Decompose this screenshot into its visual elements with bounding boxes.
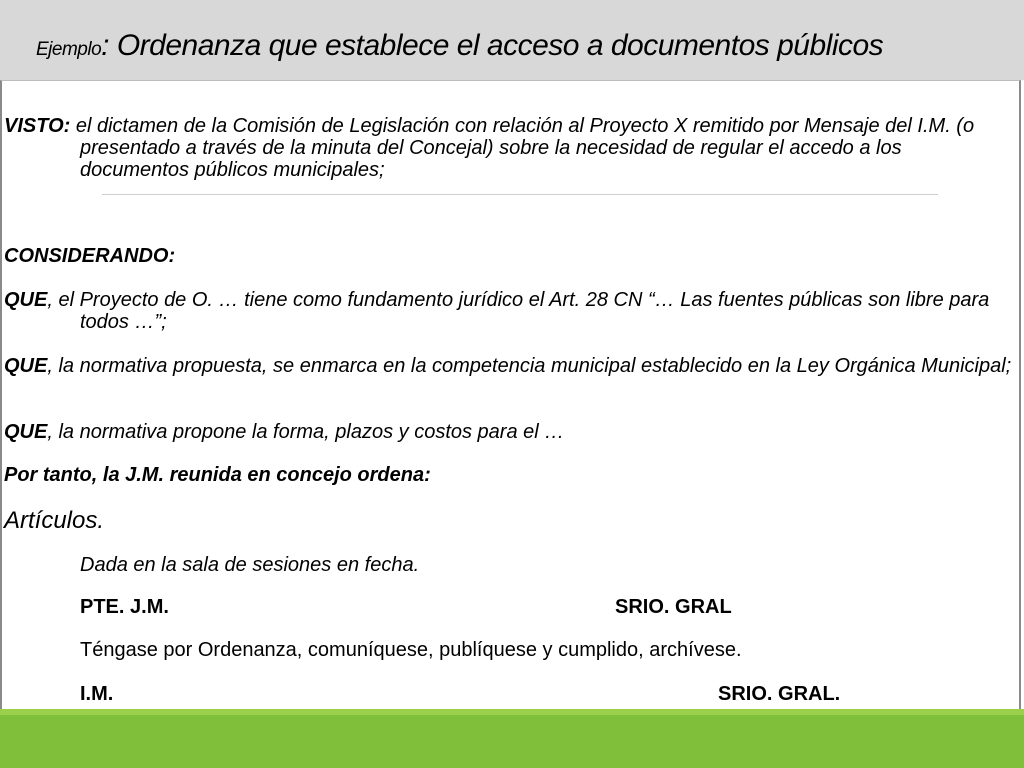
dada-line: Dada en la sala de sesiones en fecha. [80,554,420,576]
que-paragraph-1 [4,289,1014,333]
que-label-2: QUE [4,355,48,377]
im-signature: I.M. [80,683,114,705]
visto-text: el dictamen de la Comisión de Legislación con relación al Proyecto X remitido por Mensaje del I.M. (o presentado a través de la minuta del Concejal) sobre la necesidad de regular el accedo a los documentos públicos municipales; [70,115,975,181]
srio-signature-2: SRIO. GRAL. [718,683,841,705]
visto-paragraph [4,115,1014,181]
considerando-heading: CONSIDERANDO: [4,245,176,267]
que-paragraph-3 [4,421,1014,443]
footer-green-accent [0,709,1024,715]
pte-signature: PTE. J.M. [80,596,169,618]
que-text-1: , el Proyecto de O. … tiene como fundamento jurídico el Art. 28 CN “… Las fuentes públicas son libre para todos …”; [47,289,990,333]
que-text-2: , la normativa propuesta, se enmarca en la competencia municipal establecido en la Ley Orgánica Municipal; [47,355,1012,377]
tengase-line: Téngase por Ordenanza, comuníquese, publíquese y cumplido, archívese. [80,639,742,661]
que-text-3: , la normativa propone la forma, plazos y costos para el … [47,421,565,443]
por-tanto-line: Por tanto, la J.M. reunida en concejo ordena: [4,464,431,486]
visto-label: VISTO: [4,115,71,137]
srio-signature-1: SRIO. GRAL [615,596,732,618]
que-label-1: QUE [4,289,48,311]
articulos-heading: Artículos. [4,507,105,534]
slide-title [36,24,1016,72]
title-lead: Ejemplo [36,39,102,60]
title-main: : Ordenanza que establece el acceso a documentos públicos [101,29,884,62]
footer-green-bar [0,709,1024,768]
que-label-3: QUE [4,421,48,443]
separator-line [102,194,938,195]
que-paragraph-2 [4,355,1014,377]
